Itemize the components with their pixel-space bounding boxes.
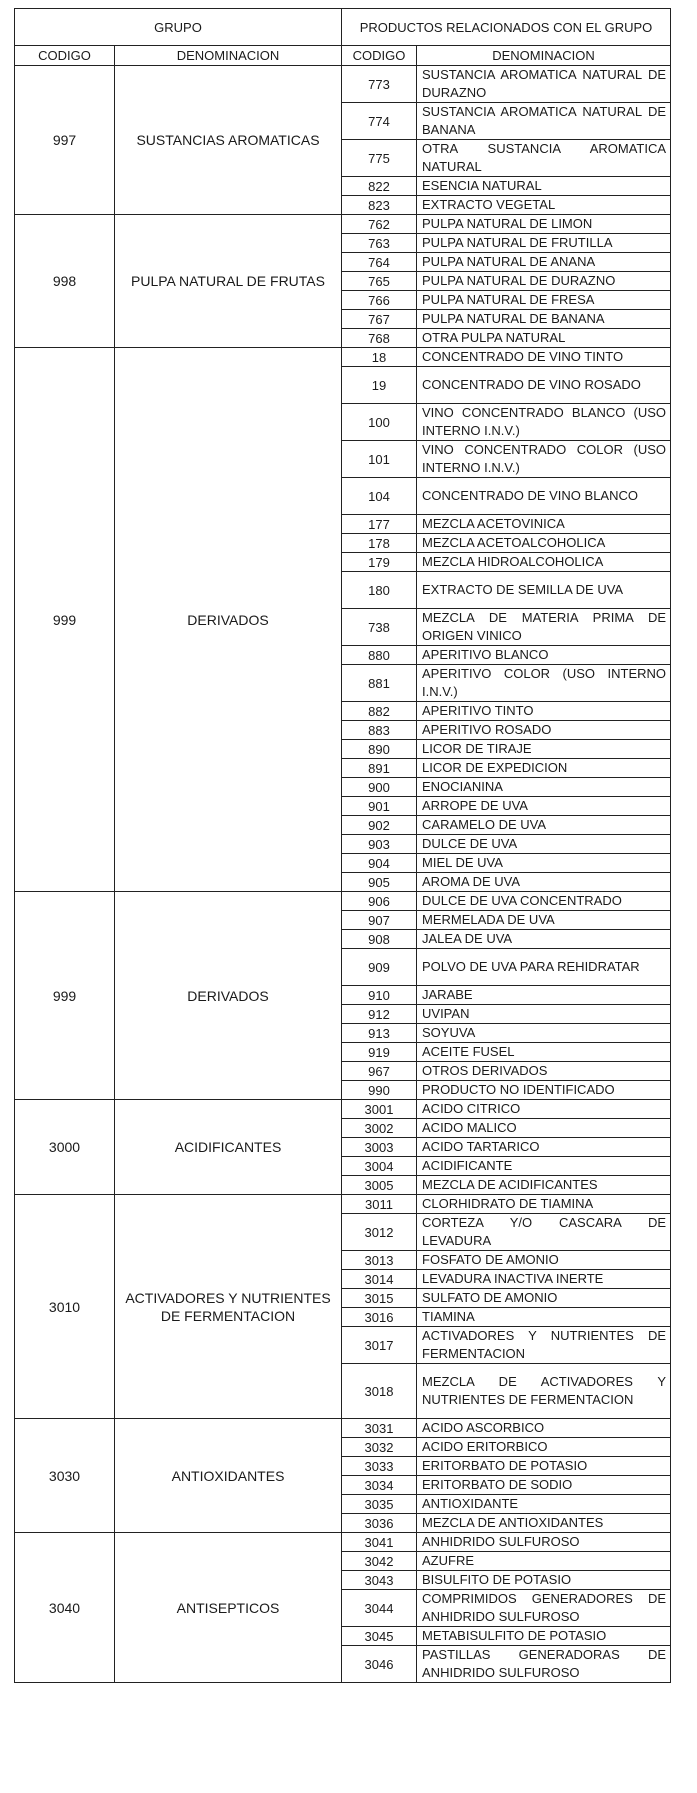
- group-code: 998: [15, 215, 115, 348]
- product-name: PULPA NATURAL DE BANANA: [417, 310, 671, 329]
- group-name: ANTISEPTICOS: [115, 1533, 342, 1683]
- product-code: 3036: [342, 1514, 417, 1533]
- product-name: UVIPAN: [417, 1005, 671, 1024]
- group-name: ACTIVADORES Y NUTRIENTES DE FERMENTACION: [115, 1195, 342, 1419]
- product-code: 882: [342, 702, 417, 721]
- product-code: 18: [342, 348, 417, 367]
- product-name: SUSTANCIA AROMATICA NATURAL DE BANANA: [417, 103, 671, 140]
- group-code: 3010: [15, 1195, 115, 1419]
- product-code: 905: [342, 873, 417, 892]
- group-code: 3000: [15, 1100, 115, 1195]
- product-name: PULPA NATURAL DE LIMON: [417, 215, 671, 234]
- group-name: SUSTANCIAS AROMATICAS: [115, 66, 342, 215]
- product-name: OTRA SUSTANCIA AROMATICA NATURAL: [417, 140, 671, 177]
- product-name: AZUFRE: [417, 1552, 671, 1571]
- product-name: PASTILLAS GENERADORAS DE ANHIDRIDO SULFUROSO: [417, 1646, 671, 1683]
- product-name: METABISULFITO DE POTASIO: [417, 1627, 671, 1646]
- product-code: 3046: [342, 1646, 417, 1683]
- product-code: 3035: [342, 1495, 417, 1514]
- product-name: CLORHIDRATO DE TIAMINA: [417, 1195, 671, 1214]
- product-code: 763: [342, 234, 417, 253]
- product-name: APERITIVO BLANCO: [417, 646, 671, 665]
- product-name: ERITORBATO DE POTASIO: [417, 1457, 671, 1476]
- product-name: COMPRIMIDOS GENERADORES DE ANHIDRIDO SULFUROSO: [417, 1590, 671, 1627]
- product-code: 880: [342, 646, 417, 665]
- product-code: 738: [342, 609, 417, 646]
- product-code: 768: [342, 329, 417, 348]
- product-code: 891: [342, 759, 417, 778]
- product-name: OTRA PULPA NATURAL: [417, 329, 671, 348]
- product-code: 910: [342, 986, 417, 1005]
- product-code: 909: [342, 949, 417, 986]
- product-name: SOYUVA: [417, 1024, 671, 1043]
- group-name: DERIVADOS: [115, 892, 342, 1100]
- product-code: 3041: [342, 1533, 417, 1552]
- product-code: 3011: [342, 1195, 417, 1214]
- product-code: 3013: [342, 1251, 417, 1270]
- product-name: LICOR DE TIRAJE: [417, 740, 671, 759]
- table-row: [15, 348, 671, 367]
- header-row-sub: [15, 46, 671, 66]
- product-code: 762: [342, 215, 417, 234]
- product-code: 775: [342, 140, 417, 177]
- product-code: 912: [342, 1005, 417, 1024]
- product-code: 3004: [342, 1157, 417, 1176]
- product-code: 3001: [342, 1100, 417, 1119]
- header-denominacion-producto: DENOMINACION: [417, 46, 671, 66]
- group-name: ANTIOXIDANTES: [115, 1419, 342, 1533]
- product-code: 3034: [342, 1476, 417, 1495]
- product-code: 3012: [342, 1214, 417, 1251]
- product-code: 3018: [342, 1364, 417, 1419]
- product-name: LEVADURA INACTIVA INERTE: [417, 1270, 671, 1289]
- product-code: 3032: [342, 1438, 417, 1457]
- product-name: MERMELADA DE UVA: [417, 911, 671, 930]
- table-row: [15, 1100, 671, 1119]
- product-code: 3031: [342, 1419, 417, 1438]
- product-code: 890: [342, 740, 417, 759]
- table-row: [15, 1419, 671, 1438]
- product-code: 3043: [342, 1571, 417, 1590]
- product-name: LICOR DE EXPEDICION: [417, 759, 671, 778]
- product-name: MEZCLA ACETOVINICA: [417, 515, 671, 534]
- product-code: 913: [342, 1024, 417, 1043]
- product-code: 883: [342, 721, 417, 740]
- group-code: 3040: [15, 1533, 115, 1683]
- product-name: EXTRACTO VEGETAL: [417, 196, 671, 215]
- product-name: CARAMELO DE UVA: [417, 816, 671, 835]
- product-name: DULCE DE UVA CONCENTRADO: [417, 892, 671, 911]
- product-name: APERITIVO TINTO: [417, 702, 671, 721]
- product-name: ARROPE DE UVA: [417, 797, 671, 816]
- product-code: 3002: [342, 1119, 417, 1138]
- product-code: 19: [342, 367, 417, 404]
- group-name: ACIDIFICANTES: [115, 1100, 342, 1195]
- product-name: POLVO DE UVA PARA REHIDRATAR: [417, 949, 671, 986]
- product-name: EXTRACTO DE SEMILLA DE UVA: [417, 572, 671, 609]
- product-name: MEZCLA HIDROALCOHOLICA: [417, 553, 671, 572]
- product-code: 822: [342, 177, 417, 196]
- group-code: 997: [15, 66, 115, 215]
- product-code: 908: [342, 930, 417, 949]
- product-name: MEZCLA DE ACIDIFICANTES: [417, 1176, 671, 1195]
- header-row-top: [15, 9, 671, 46]
- product-code: 764: [342, 253, 417, 272]
- product-name: MIEL DE UVA: [417, 854, 671, 873]
- group-code: 3030: [15, 1419, 115, 1533]
- product-name: PRODUCTO NO IDENTIFICADO: [417, 1081, 671, 1100]
- product-code: 3017: [342, 1327, 417, 1364]
- product-name: BISULFITO DE POTASIO: [417, 1571, 671, 1590]
- product-code: 3016: [342, 1308, 417, 1327]
- product-code: 990: [342, 1081, 417, 1100]
- product-code: 902: [342, 816, 417, 835]
- product-name: VINO CONCENTRADO BLANCO (USO INTERNO I.N.V.): [417, 404, 671, 441]
- product-name: MEZCLA DE MATERIA PRIMA DE ORIGEN VINICO: [417, 609, 671, 646]
- product-name: SULFATO DE AMONIO: [417, 1289, 671, 1308]
- product-code: 774: [342, 103, 417, 140]
- product-name: MEZCLA DE ANTIOXIDANTES: [417, 1514, 671, 1533]
- product-name: ANHIDRIDO SULFUROSO: [417, 1533, 671, 1552]
- product-name: ACIDO ERITORBICO: [417, 1438, 671, 1457]
- product-code: 766: [342, 291, 417, 310]
- product-name: PULPA NATURAL DE FRUTILLA: [417, 234, 671, 253]
- product-code: 765: [342, 272, 417, 291]
- product-name: MEZCLA DE ACTIVADORES Y NUTRIENTES DE FERMENTACION: [417, 1364, 671, 1419]
- product-code: 3014: [342, 1270, 417, 1289]
- product-code: 901: [342, 797, 417, 816]
- product-name: CONCENTRADO DE VINO TINTO: [417, 348, 671, 367]
- product-code: 100: [342, 404, 417, 441]
- product-name: ACIDO CITRICO: [417, 1100, 671, 1119]
- header-productos: PRODUCTOS RELACIONADOS CON EL GRUPO: [342, 9, 671, 46]
- header-denominacion: DENOMINACION: [115, 46, 342, 66]
- product-code: 823: [342, 196, 417, 215]
- product-code: 767: [342, 310, 417, 329]
- product-code: 3033: [342, 1457, 417, 1476]
- product-code: 881: [342, 665, 417, 702]
- product-name: ESENCIA NATURAL: [417, 177, 671, 196]
- product-name: PULPA NATURAL DE ANANA: [417, 253, 671, 272]
- product-code: 900: [342, 778, 417, 797]
- products-table: [14, 8, 671, 1683]
- product-code: 904: [342, 854, 417, 873]
- product-code: 178: [342, 534, 417, 553]
- product-code: 3005: [342, 1176, 417, 1195]
- product-name: FOSFATO DE AMONIO: [417, 1251, 671, 1270]
- table-row: [15, 892, 671, 911]
- product-code: 3003: [342, 1138, 417, 1157]
- product-name: MEZCLA ACETOALCOHOLICA: [417, 534, 671, 553]
- table-body: [15, 66, 671, 1683]
- product-code: 180: [342, 572, 417, 609]
- table-row: [15, 66, 671, 103]
- table-row: [15, 1195, 671, 1214]
- product-name: CONCENTRADO DE VINO BLANCO: [417, 478, 671, 515]
- product-name: ACIDO MALICO: [417, 1119, 671, 1138]
- product-name: DULCE DE UVA: [417, 835, 671, 854]
- product-name: VINO CONCENTRADO COLOR (USO INTERNO I.N.V.): [417, 441, 671, 478]
- product-code: 3042: [342, 1552, 417, 1571]
- product-code: 104: [342, 478, 417, 515]
- product-name: ACEITE FUSEL: [417, 1043, 671, 1062]
- product-name: ERITORBATO DE SODIO: [417, 1476, 671, 1495]
- product-name: CORTEZA Y/O CASCARA DE LEVADURA: [417, 1214, 671, 1251]
- group-code: 999: [15, 348, 115, 892]
- header-codigo-producto: CODIGO: [342, 46, 417, 66]
- group-code: 999: [15, 892, 115, 1100]
- group-name: DERIVADOS: [115, 348, 342, 892]
- product-name: APERITIVO COLOR (USO INTERNO I.N.V.): [417, 665, 671, 702]
- product-code: 3044: [342, 1590, 417, 1627]
- header-codigo: CODIGO: [15, 46, 115, 66]
- product-name: AROMA DE UVA: [417, 873, 671, 892]
- header-grupo: GRUPO: [15, 9, 342, 46]
- product-name: PULPA NATURAL DE FRESA: [417, 291, 671, 310]
- product-name: PULPA NATURAL DE DURAZNO: [417, 272, 671, 291]
- product-name: CONCENTRADO DE VINO ROSADO: [417, 367, 671, 404]
- product-code: 903: [342, 835, 417, 854]
- table-row: [15, 215, 671, 234]
- product-code: 179: [342, 553, 417, 572]
- product-name: OTROS DERIVADOS: [417, 1062, 671, 1081]
- product-name: ACTIVADORES Y NUTRIENTES DE FERMENTACION: [417, 1327, 671, 1364]
- product-name: SUSTANCIA AROMATICA NATURAL DE DURAZNO: [417, 66, 671, 103]
- document-page: [14, 8, 670, 1683]
- product-name: TIAMINA: [417, 1308, 671, 1327]
- product-name: JALEA DE UVA: [417, 930, 671, 949]
- product-code: 3045: [342, 1627, 417, 1646]
- product-code: 101: [342, 441, 417, 478]
- product-code: 773: [342, 66, 417, 103]
- product-name: APERITIVO ROSADO: [417, 721, 671, 740]
- product-code: 967: [342, 1062, 417, 1081]
- product-name: ENOCIANINA: [417, 778, 671, 797]
- product-name: ACIDIFICANTE: [417, 1157, 671, 1176]
- product-code: 907: [342, 911, 417, 930]
- product-code: 906: [342, 892, 417, 911]
- product-name: ACIDO TARTARICO: [417, 1138, 671, 1157]
- group-name: PULPA NATURAL DE FRUTAS: [115, 215, 342, 348]
- product-code: 3015: [342, 1289, 417, 1308]
- product-name: ACIDO ASCORBICO: [417, 1419, 671, 1438]
- product-name: ANTIOXIDANTE: [417, 1495, 671, 1514]
- product-code: 177: [342, 515, 417, 534]
- product-name: JARABE: [417, 986, 671, 1005]
- table-row: [15, 1533, 671, 1552]
- product-code: 919: [342, 1043, 417, 1062]
